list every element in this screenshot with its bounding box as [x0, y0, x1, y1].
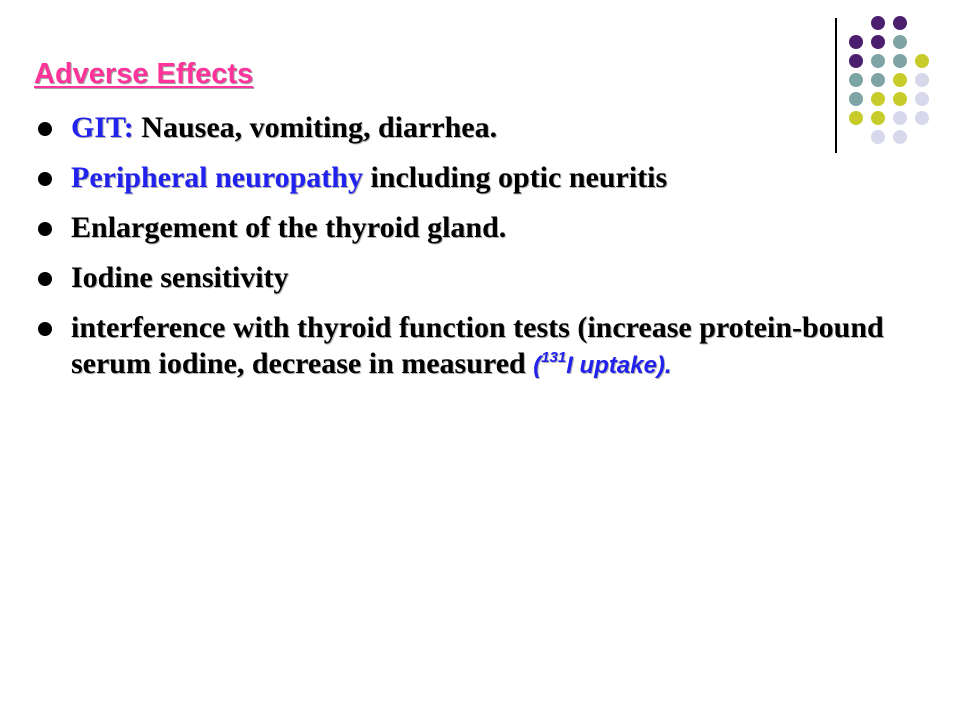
decorative-dot: [871, 54, 885, 68]
bullet-item-iodine-sensitivity: [34, 260, 914, 296]
uptake-text: I uptake).: [566, 352, 672, 379]
bullet-text-thyroid-enlargement: Enlargement of the thyroid gland.: [71, 211, 507, 244]
decorative-dot: [893, 54, 907, 68]
decorative-dot: [893, 35, 907, 49]
decorative-dot: [871, 73, 885, 87]
bullet-label-neuropathy: Peripheral neuropathy: [71, 161, 363, 194]
decorative-dot: [849, 73, 863, 87]
bullet-label-git: GIT:: [71, 111, 134, 144]
bullet-marker: [38, 322, 52, 336]
bullet-marker: [38, 272, 52, 286]
isotope-superscript: 131: [541, 349, 567, 366]
bullet-item-git: [34, 110, 914, 146]
decorative-dot: [871, 92, 885, 106]
decorative-dot: [893, 73, 907, 87]
bullet-text-thyroid-tests: interference with thyroid function tests (increase protein-bound serum iodine, decrease in measured: [71, 311, 884, 380]
bullet-list: [34, 110, 914, 398]
bullet-item-thyroid-enlargement: [34, 210, 914, 246]
bullet-marker: [38, 222, 52, 236]
decorative-dot: [915, 73, 929, 87]
bullet-text-iodine-sensitivity: Iodine sensitivity: [71, 261, 289, 294]
bullet-text-neuropathy: including optic neuritis: [362, 161, 668, 194]
decorative-dot: [849, 54, 863, 68]
decorative-dot: [893, 92, 907, 106]
slide-title: Adverse Effects: [34, 58, 254, 90]
decorative-dot: [849, 35, 863, 49]
bullet-marker: [38, 122, 52, 136]
bullet-item-thyroid-tests: [34, 310, 914, 384]
decorative-dot: [915, 54, 929, 68]
bullet-item-neuropathy: [34, 160, 914, 196]
uptake-paren: (: [533, 352, 542, 379]
decorative-dot: [871, 35, 885, 49]
decorative-dot: [849, 92, 863, 106]
decorative-dot: [915, 111, 929, 125]
decorative-dot: [893, 16, 907, 30]
decorative-dot: [915, 92, 929, 106]
bullet-marker: [38, 172, 52, 186]
decorative-dot: [871, 16, 885, 30]
bullet-text-git: Nausea, vomiting, diarrhea.: [133, 111, 498, 144]
